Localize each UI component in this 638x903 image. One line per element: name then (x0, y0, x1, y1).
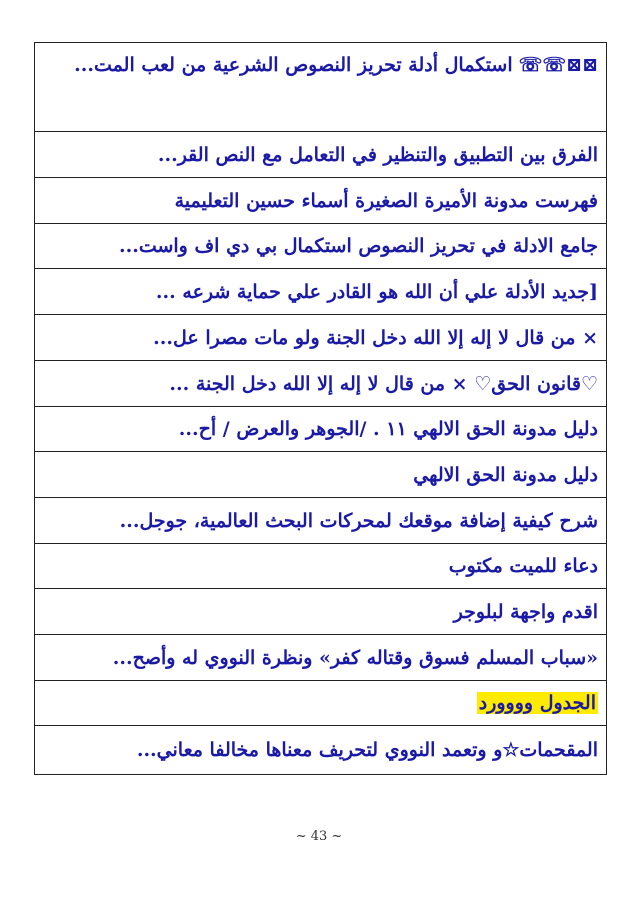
table-row[interactable] (35, 224, 606, 269)
table-row[interactable] (35, 315, 606, 361)
row-text: دليل مدونة الحق الالهي ١١ . /الجوهر والعرض / أح... (178, 418, 598, 440)
row-text: جامع الادلة في تحريز النصوص استكمال بي دي اف واست... (118, 235, 598, 257)
table-row[interactable] (35, 407, 606, 452)
row-text: «سباب المسلم فسوق وقتاله كفر» ونظرة النووي له وأصح... (112, 646, 598, 669)
highlighted-row-text: الجدول وووورد (478, 692, 596, 714)
row-text: [جديد الأدلة علي أن الله هو القادر علي حماية شرعه ... (155, 280, 598, 303)
row-text: دعاء للميت مكتوب (448, 555, 598, 577)
table-row[interactable] (35, 635, 606, 681)
row-text: استكمال أدلة تحريز النصوص الشرعية من لعب المت... (74, 54, 513, 76)
row-text: × من قال لا إله إلا الله دخل الجنة ولو مات مصرا عل... (153, 326, 598, 349)
row-text: الفرق بين التطبيق والتنظير في التعامل مع النص القر... (157, 143, 598, 166)
row-text: اقدم واجهة لبلوجر (453, 600, 598, 623)
table-row[interactable] (35, 269, 606, 315)
table-row[interactable] (35, 589, 606, 635)
table-row[interactable] (35, 132, 606, 178)
table-row[interactable] (35, 544, 606, 589)
table-row[interactable] (35, 43, 606, 132)
page-number: ~ 43 ~ (295, 829, 343, 844)
table-row[interactable] (35, 681, 606, 726)
table-row[interactable] (35, 498, 606, 544)
table-row[interactable] (35, 452, 606, 498)
row-text: دليل مدونة الحق الالهي (413, 463, 598, 486)
links-table (34, 42, 607, 775)
table-row[interactable] (35, 178, 606, 224)
row-text: المقحمات☆و وتعمد النووي لتحريف معناها مخالفا معاني... (136, 739, 598, 761)
phone-and-box-icons: ☏☏⊠⊠ (518, 54, 598, 76)
row-text: شرح كيفية إضافة موقعك لمحركات البحث العالمية، جوجل... (119, 509, 598, 532)
table-row[interactable] (35, 726, 606, 775)
table-row[interactable] (35, 361, 606, 407)
row-text: ♡قانون الحق♡ × من قال لا إله إلا الله دخل الجنة ... (169, 372, 598, 395)
row-text: فهرست مدونة الأميرة الصغيرة أسماء حسين التعليمية (174, 189, 598, 212)
